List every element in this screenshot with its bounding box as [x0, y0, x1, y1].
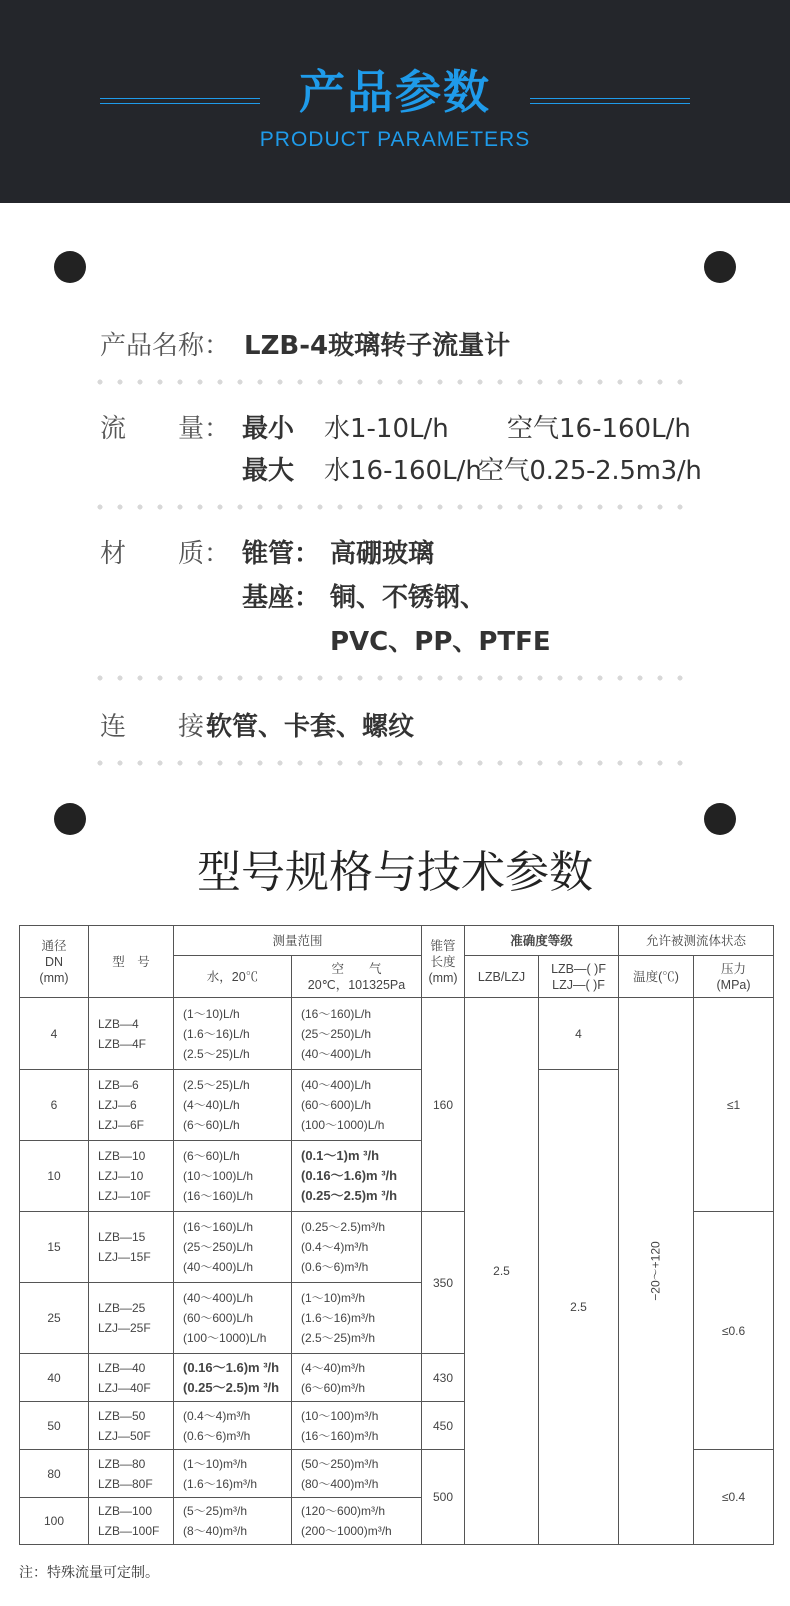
material-base-label: 基座：: [242, 583, 321, 613]
header-temperature: 温度(℃): [619, 956, 694, 998]
cell-length: 450: [422, 1402, 465, 1450]
material-base-value-2: PVC、PP、PTFE: [330, 627, 551, 657]
cell-length: 160: [422, 998, 465, 1212]
header-dn: 通径 DN (mm): [20, 926, 89, 998]
cell-air: (16～160)L/h (25～250)L/h (40～400)L/h: [292, 998, 422, 1070]
cell-dn: 100: [20, 1498, 89, 1545]
cell-model: LZB—40 LZJ—40F: [89, 1354, 174, 1402]
cell-model: LZB—4 LZB—4F: [89, 998, 174, 1070]
header-range: 测量范围: [174, 926, 422, 956]
divider: [90, 760, 690, 766]
cell-length: 430: [422, 1354, 465, 1402]
cell-dn: 50: [20, 1402, 89, 1450]
cell-air: (0.25～2.5)m³/h (0.4～4)m³/h (0.6～6)m³/h: [292, 1212, 422, 1283]
header-title: 产品参数: [299, 65, 491, 119]
connection-label: 连 接：: [100, 712, 231, 742]
header-pressure: 压力 (MPa): [694, 956, 774, 998]
cell-pressure: ≤1: [694, 998, 774, 1212]
cell-water: (1～10)m³/h (1.6～16)m³/h: [174, 1450, 292, 1498]
cell-dn: 4: [20, 998, 89, 1070]
divider: [90, 504, 690, 510]
flow-min-water: 水1-10L/h: [324, 414, 449, 444]
divider: [90, 379, 690, 385]
section-title: 型号规格与技术参数: [197, 847, 593, 898]
cell-air: (40～400)L/h (60～600)L/h (100～1000)L/h: [292, 1070, 422, 1141]
cell-pressure: ≤0.6: [694, 1212, 774, 1450]
cell-air: (1～10)m³/h (1.6～16)m³/h (2.5～25)m³/h: [292, 1283, 422, 1354]
product-name-label: 产品名称：: [100, 331, 231, 361]
decor-dot-bottom-right: [704, 803, 736, 835]
decor-dot-top-left: [54, 251, 86, 283]
flow-max-air: 空气0.25-2.5m3/h: [478, 456, 702, 486]
cell-model: LZB—100 LZB—100F: [89, 1498, 174, 1545]
flow-min-label: 最小: [242, 414, 295, 444]
cell-air: (4～40)m³/h (6～60)m³/h: [292, 1354, 422, 1402]
cell-air: (0.1～1)m ³/h (0.16～1.6)m ³/h (0.25～2.5)m ³/h: [292, 1141, 422, 1212]
cell-water: (2.5～25)L/h (4～40)L/h (6～60)L/h: [174, 1070, 292, 1141]
flow-min-air: 空气16-160L/h: [507, 414, 691, 444]
header-subtitle: PRODUCT PARAMETERS: [259, 128, 531, 151]
header-length: 锥管 长度 (mm): [422, 926, 465, 998]
cell-model: LZB—15 LZJ—15F: [89, 1212, 174, 1283]
header-banner: [0, 0, 790, 203]
cell-model: LZB—25 LZJ—25F: [89, 1283, 174, 1354]
cell-model: LZB—50 LZJ—50F: [89, 1402, 174, 1450]
cell-temperature: −20～+120: [619, 998, 694, 1545]
material-tube-label: 锥管：: [242, 539, 321, 569]
cell-acc-f: 2.5: [539, 1070, 619, 1545]
cell-water: (0.4～4)m³/h (0.6～6)m³/h: [174, 1402, 292, 1450]
cell-dn: 80: [20, 1450, 89, 1498]
cell-dn: 15: [20, 1212, 89, 1283]
spec-table: [19, 925, 774, 1545]
decor-dot-bottom-left: [54, 803, 86, 835]
cell-dn: 25: [20, 1283, 89, 1354]
cell-water: (6～60)L/h (10～100)L/h (16～160)L/h: [174, 1141, 292, 1212]
header-fluid-state: 允许被测流体状态: [619, 926, 774, 956]
cell-length: 500: [422, 1450, 465, 1545]
cell-model: LZB—6 LZJ—6 LZJ—6F: [89, 1070, 174, 1141]
header-acc-lzb-lzj: LZB/LZJ: [465, 956, 539, 998]
header-model: 型 号: [89, 926, 174, 998]
header-acc-f: LZB—( )F LZJ—( )F: [539, 956, 619, 998]
cell-water: (1～10)L/h (1.6～16)L/h (2.5～25)L/h: [174, 998, 292, 1070]
material-base-value-1: 铜、不锈钢、: [330, 583, 487, 613]
cell-acc-lzb-lzj: 2.5: [465, 998, 539, 1545]
cell-air: (50～250)m³/h (80～400)m³/h: [292, 1450, 422, 1498]
material-tube-value: 高硼玻璃: [330, 539, 435, 569]
cell-model: LZB—80 LZB—80F: [89, 1450, 174, 1498]
cell-dn: 40: [20, 1354, 89, 1402]
cell-water: (5～25)m³/h (8～40)m³/h: [174, 1498, 292, 1545]
header-water: 水，20℃: [174, 956, 292, 998]
cell-length: 350: [422, 1212, 465, 1354]
connection-value: 软管、卡套、螺纹: [206, 712, 415, 742]
flow-max-water: 水16-160L/h: [324, 456, 482, 486]
cell-pressure: ≤0.4: [694, 1450, 774, 1545]
material-label: 材 质：: [100, 539, 231, 569]
cell-water: (0.16～1.6)m ³/h (0.25～2.5)m ³/h: [174, 1354, 292, 1402]
cell-acc-f: 4: [539, 998, 619, 1070]
cell-dn: 10: [20, 1141, 89, 1212]
cell-water: (16～160)L/h (25～250)L/h (40～400)L/h: [174, 1212, 292, 1283]
footnote: 注：特殊流量可定制。: [19, 1565, 159, 1581]
header-accuracy: 准确度等级: [465, 926, 619, 956]
cell-model: LZB—10 LZJ—10 LZJ—10F: [89, 1141, 174, 1212]
cell-water: (40～400)L/h (60～600)L/h (100～1000)L/h: [174, 1283, 292, 1354]
cell-dn: 6: [20, 1070, 89, 1141]
product-name-value: LZB-4玻璃转子流量计: [244, 331, 511, 361]
table-row: [20, 998, 774, 1070]
header-air: 空 气 20℃，101325Pa: [292, 956, 422, 998]
cell-air: (10～100)m³/h (16～160)m³/h: [292, 1402, 422, 1450]
divider: [90, 675, 690, 681]
decor-dot-top-right: [704, 251, 736, 283]
flow-max-label: 最大: [242, 456, 295, 486]
flow-label: 流 量：: [100, 414, 231, 444]
cell-air: (120～600)m³/h (200～1000)m³/h: [292, 1498, 422, 1545]
